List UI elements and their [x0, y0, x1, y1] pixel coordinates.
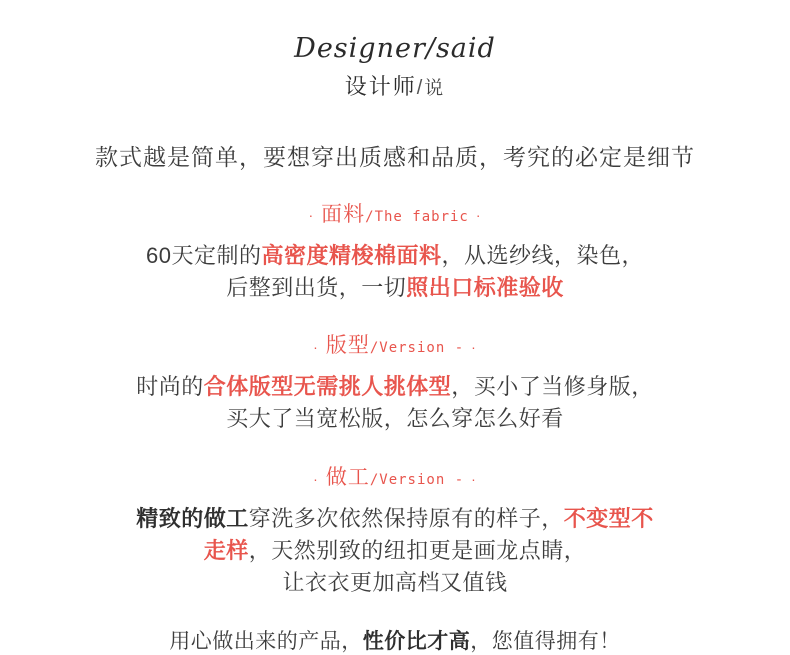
plain-text: 60天定制的 [145, 242, 262, 268]
paragraph-line [60, 371, 730, 403]
bullet-dot-icon: · [308, 207, 315, 224]
bullet-dot-icon: · [313, 339, 319, 356]
section-heading-cn: 做工 [325, 466, 370, 490]
section-heading-en: /The fabric [365, 208, 469, 225]
header-cn-main: 设计师 [344, 73, 417, 99]
paragraph-line [60, 503, 730, 535]
plain-text: 穿洗多次依然保持原有的样子， [248, 506, 564, 532]
header-cn-sub: 说 [424, 77, 446, 99]
highlight-text: 高密度精梭棉面料 [261, 242, 442, 268]
section-heading [0, 461, 790, 491]
plain-text: ，天然别致的纽扣更是画龙点睛， [248, 538, 587, 564]
header-chinese-title [0, 70, 790, 101]
page-header [0, 0, 790, 101]
plain-text: ，从选纱线，染色， [441, 242, 644, 268]
paragraph-line [60, 240, 730, 272]
highlight-text: 合体版型无需挑人挑体型 [203, 374, 452, 400]
section-heading-cn: 面料 [321, 202, 366, 226]
paragraph-line [60, 272, 730, 304]
bullet-dot-icon: · [471, 339, 477, 356]
plain-text: 后整到出货，一切 [226, 274, 407, 300]
bold-text: 精致的做工 [136, 506, 249, 532]
header-script-title: Designer/said [294, 33, 496, 64]
bullet-dot-icon: · [313, 470, 319, 487]
bullet-dot-icon: · [475, 207, 482, 224]
paragraph-line [60, 403, 730, 435]
section-heading-en: /Version - [369, 340, 465, 357]
plain-text: 时尚的 [136, 374, 204, 400]
plain-text: 让衣衣更加高档又值钱 [282, 570, 508, 596]
footer-line [0, 625, 790, 655]
section-heading [0, 198, 790, 228]
section-heading-en: /Version - [369, 472, 465, 489]
plain-text: ，买小了当修身版， [451, 374, 654, 400]
section-paragraph [0, 503, 790, 599]
plain-text: 买大了当宽松版，怎么穿怎么好看 [226, 406, 564, 432]
section-heading [0, 329, 790, 359]
section-paragraph [0, 240, 790, 304]
section-heading-cn: 版型 [325, 334, 370, 358]
plain-text: ，您值得拥有！ [470, 629, 621, 653]
section-paragraph [0, 371, 790, 435]
highlight-text: 不变型不 [563, 506, 654, 532]
highlight-text: 照出口标准验收 [406, 274, 564, 300]
header-cn-slash: / [416, 76, 425, 99]
paragraph-line [60, 535, 730, 567]
bullet-dot-icon: · [471, 470, 477, 487]
plain-text: 用心做出来的产品， [169, 629, 363, 653]
paragraph-line [60, 567, 730, 599]
highlight-text: 走样 [203, 538, 249, 564]
intro-line: 款式越是简单，要想穿出质感和品质，考究的必定是细节 [95, 143, 695, 170]
bold-text: 性价比才高 [362, 629, 471, 653]
sections-container [0, 198, 790, 599]
